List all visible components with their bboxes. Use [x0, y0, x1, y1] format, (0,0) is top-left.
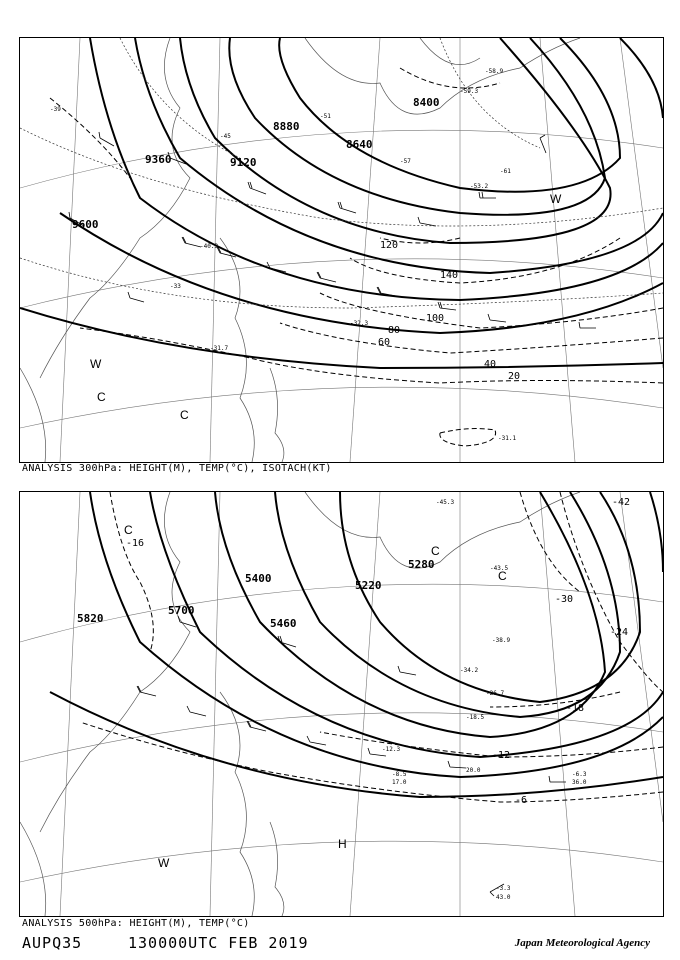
height-label-8400: 8400	[413, 96, 440, 109]
isotherm-label-m12: -12	[492, 750, 511, 761]
valid-time: 130000UTC FEB 2019	[128, 934, 309, 952]
isotherm-contours	[80, 492, 663, 802]
isotach-label-20: 20	[508, 371, 521, 382]
temp-label: -31.1	[498, 435, 517, 442]
agency-name: Japan Meteorological Agency	[514, 937, 650, 949]
high-center-symbol: H	[338, 837, 347, 851]
station-label: -45.3	[436, 499, 455, 506]
chart-code: AUPQ35	[22, 934, 83, 952]
isotherm-label-m18: -18	[566, 703, 585, 714]
height-label-5460: 5460	[270, 617, 297, 630]
isotach-labels	[378, 240, 520, 382]
station-label: -3.3	[496, 885, 511, 892]
isotherm-label-m24: -24	[610, 627, 629, 638]
station-label: -8.5	[392, 771, 407, 778]
height-label-9600: 9600	[72, 218, 99, 231]
temp-label: -39	[50, 106, 61, 113]
height-label-5700: 5700	[168, 604, 195, 617]
height-label-5220: 5220	[355, 579, 382, 592]
isotherm-label-m6: -6	[515, 795, 528, 806]
isotach-label-100: 100	[426, 313, 445, 324]
isotherm-label-m30: -30	[555, 594, 574, 605]
temp-label: -59.3	[460, 88, 479, 95]
station-label: 43.0	[496, 894, 511, 901]
temp-label: -45	[220, 133, 231, 140]
height-labels	[77, 558, 435, 630]
temp-label: -40.3	[200, 243, 219, 250]
station-label: -6.3	[572, 771, 587, 778]
map-500hpa-svg	[20, 492, 663, 916]
temp-label: -58.9	[485, 68, 504, 75]
cold-center-symbol: C	[180, 408, 189, 422]
system-symbols	[90, 192, 562, 422]
temp-label: -51	[320, 113, 331, 120]
warm-center-symbol: W	[550, 192, 562, 206]
isotherm-labels	[126, 497, 630, 806]
temp-label: -32.3	[350, 320, 369, 327]
station-label: 20.0	[466, 767, 481, 774]
cold-center-symbol: C	[97, 390, 106, 404]
height-label-9120: 9120	[230, 156, 257, 169]
station-label: 36.0	[572, 779, 587, 786]
cold-center-symbol: C	[498, 569, 507, 583]
temp-label: -53.2	[470, 183, 489, 190]
isotherm-label-m42: -42	[612, 497, 631, 508]
isotach-label-80: 80	[388, 325, 401, 336]
isotach-label-60: 60	[378, 337, 391, 348]
height-contours	[20, 38, 663, 368]
caption-500hpa: ANALYSIS 500hPa: HEIGHT(M), TEMP(°C)	[22, 918, 250, 929]
isotach-label-40: 40	[484, 359, 497, 370]
temp-label: -33	[170, 283, 181, 290]
station-label: -34.2	[460, 667, 479, 674]
warm-center-symbol: W	[90, 357, 102, 371]
isotach-label-120: 120	[380, 240, 399, 251]
station-label: -12.3	[382, 746, 401, 753]
height-label-5280: 5280	[408, 558, 435, 571]
station-label: -26.7	[486, 690, 505, 697]
station-label: -18.5	[466, 714, 485, 721]
height-label-8640: 8640	[346, 138, 373, 151]
height-label-5400: 5400	[245, 572, 272, 585]
map-panel-300hpa	[19, 37, 664, 463]
station-label: -38.9	[492, 637, 511, 644]
caption-300hpa: ANALYSIS 300hPa: HEIGHT(M), TEMP(°C), ISOTACH(KT)	[22, 463, 332, 474]
height-label-9360: 9360	[145, 153, 172, 166]
temp-label: -61	[500, 168, 511, 175]
system-symbols	[124, 523, 507, 870]
station-label: -43.5	[490, 565, 509, 572]
temp-label: -57	[400, 158, 411, 165]
isotherm-label-m16: -16	[126, 538, 145, 549]
temp-label: -31.7	[210, 345, 229, 352]
graticule	[20, 38, 663, 462]
warm-center-symbol: W	[158, 856, 170, 870]
station-label: 17.0	[392, 779, 407, 786]
isotherm-contours	[20, 38, 663, 308]
height-label-8880: 8880	[273, 120, 300, 133]
cold-center-symbol: C	[124, 523, 133, 537]
height-label-5820: 5820	[77, 612, 104, 625]
isotach-label-140: 140	[440, 270, 459, 281]
map-300hpa-svg	[20, 38, 663, 462]
map-panel-500hpa	[19, 491, 664, 917]
cold-center-symbol: C	[431, 544, 440, 558]
